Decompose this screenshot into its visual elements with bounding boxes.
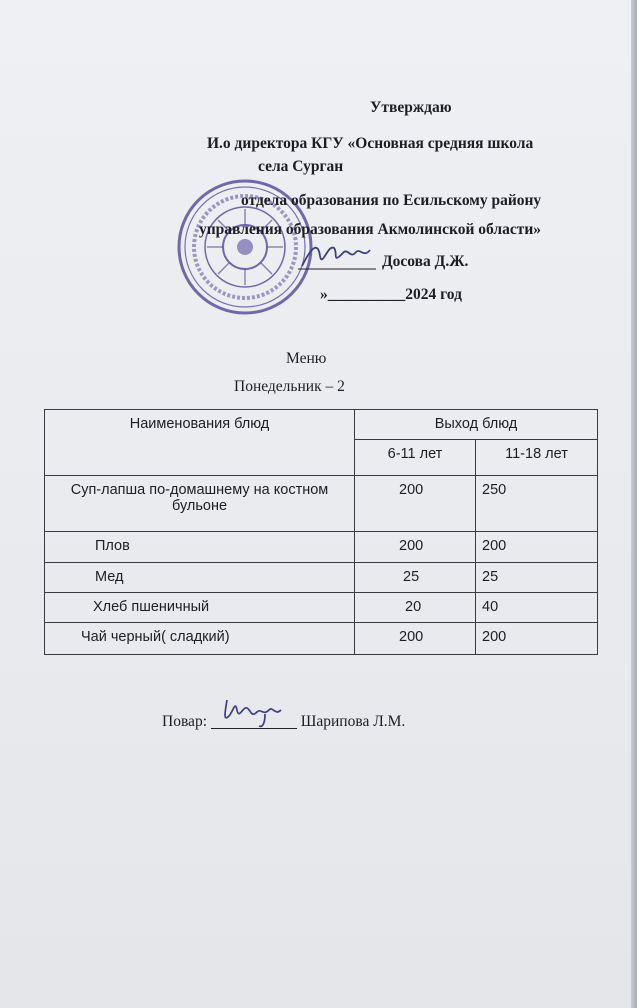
- approval-heading: Утверждаю: [370, 99, 452, 116]
- header-output: Выход блюд: [355, 410, 598, 440]
- dish-name: Суп-лапша по-домашнему на костном бульоне: [45, 476, 355, 532]
- director-name: Досова Д.Ж.: [382, 253, 469, 270]
- dish-name: Чай черный( сладкий): [45, 623, 355, 655]
- table-row: [45, 532, 598, 563]
- portion-11-18: 200: [476, 532, 598, 563]
- approval-date: »__________2024 год: [320, 286, 462, 303]
- portion-6-11: 200: [355, 623, 476, 655]
- header-age-6-11: 6-11 лет: [355, 440, 476, 476]
- director-signature: [298, 238, 378, 274]
- dish-name: Плов: [45, 532, 355, 563]
- portion-11-18: 200: [476, 623, 598, 655]
- table-row: [45, 593, 598, 623]
- table-row: [45, 623, 598, 655]
- portion-11-18: 25: [476, 563, 598, 593]
- menu-title: Меню: [286, 350, 327, 367]
- portion-6-11: 25: [355, 563, 476, 593]
- approval-village-line: села Сурган: [258, 158, 344, 175]
- menu-day: Понедельник – 2: [234, 378, 345, 395]
- header-age-11-18: 11-18 лет: [476, 440, 598, 476]
- portion-11-18: 40: [476, 593, 598, 623]
- portion-6-11: 200: [355, 476, 476, 532]
- portion-6-11: 200: [355, 532, 476, 563]
- cook-signature-blank: [211, 712, 297, 729]
- cook-name: Шарипова Л.М.: [300, 713, 406, 730]
- header-dish: Наименования блюд: [45, 410, 355, 476]
- approval-position-line: И.о директора КГУ «Основная средняя школа: [207, 135, 534, 152]
- dish-name: Мед: [45, 563, 355, 593]
- approval-region-line: управления образования Акмолинской области»: [199, 221, 542, 238]
- table-row: [45, 476, 598, 532]
- cook-signature: [221, 692, 293, 730]
- page-edge: [631, 0, 637, 1008]
- portion-6-11: 20: [355, 593, 476, 623]
- portion-11-18: 250: [476, 476, 598, 532]
- approval-department-line: отдела образования по Есильскому району: [241, 192, 542, 209]
- dish-name: Хлеб пшеничный: [45, 593, 355, 623]
- table-row: [45, 563, 598, 593]
- menu-table: [44, 409, 598, 655]
- cook-signature-line: [162, 712, 405, 731]
- cook-label: Повар:: [162, 713, 207, 730]
